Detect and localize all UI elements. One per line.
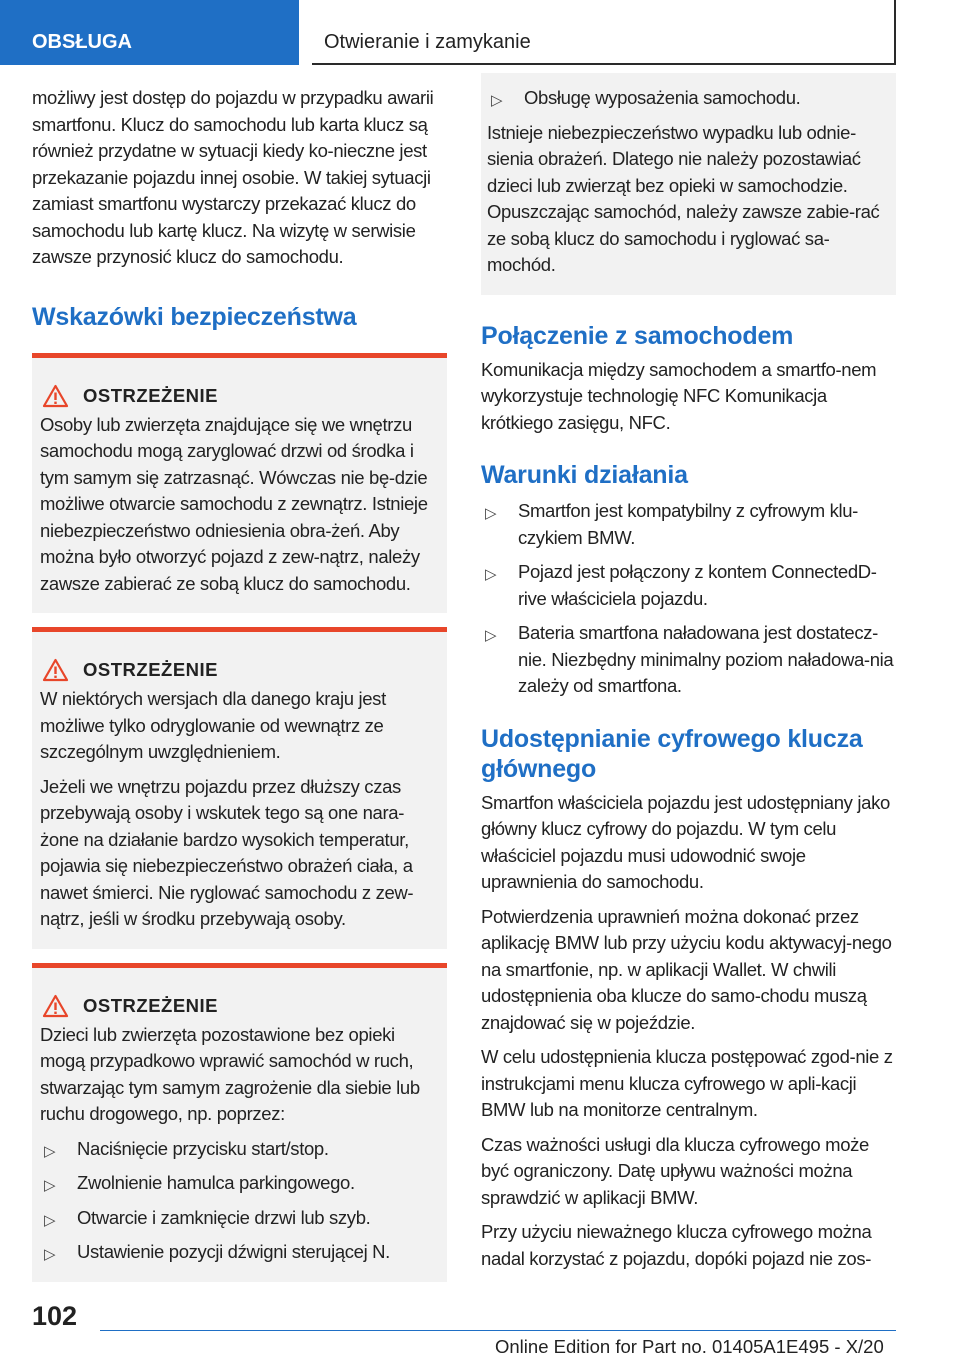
list-item: ▷ Smartfon jest kompatybilny z cyfrowym klu-czykiem BMW.	[485, 500, 858, 548]
warning-box-1	[32, 353, 447, 614]
triangle-bullet-icon: ▷	[44, 1142, 56, 1160]
warning-triangle-icon	[42, 384, 69, 408]
warning-bullet-list	[40, 1136, 439, 1266]
warning-text: Jeżeli we wnętrzu pojazdu przez dłuższy czas przebywają osoby i wskutek tego są one nara-żone na działanie bardzo wysokich temperatur, pojawia się niebezpieczeństwo obrażeń ciała, a nawet śmierci. Nie ryglować samochodu z zew-nątrz, jeśli w środku przebywają osoby.	[40, 775, 414, 929]
sharing-paragraph: Smartfon właściciela pojazdu jest udostępniany jako główny klucz cyfrowy do pojazdu. W tym celu właściciel pojazdu musi udowodnić swoje uprawnienia do samochodu.	[481, 791, 890, 892]
list-item: ▷ Otwarcie i zamknięcie drzwi lub szyb.	[40, 1205, 439, 1232]
continuation-text: Istnieje niebezpieczeństwo wypadku lub odnie-sienia obrażeń. Dlatego nie należy pozostawiać dzieci lub zwierząt bez opieki w samochodzie. Opuszczając samochód, należy zawsze zabie-rać ze sobą klucz do samochodu i ryglować sa-mochód.	[487, 121, 880, 275]
conditions-list	[481, 498, 896, 700]
warning-title	[40, 384, 439, 408]
page-number: 102	[32, 1301, 78, 1331]
triangle-bullet-icon: ▷	[44, 1211, 56, 1229]
warning-box-2	[32, 627, 447, 949]
list-item: ▷ Bateria smartfona naładowana jest dostatecz-nie. Niezbędny minimalny poziom naładowa-nia zależy od smartfona.	[485, 622, 894, 696]
warning-title-text: OSTRZEŻENIE	[83, 994, 219, 1016]
header-section-tab: OBSŁUGA	[0, 0, 299, 65]
continuation-bullet-list	[487, 85, 890, 112]
sharing-paragraph: Przy użyciu nieważnego klucza cyfrowego można nadal korzystać z pojazdu, dopóki pojazd nie zos-	[481, 1221, 872, 1269]
warning-title	[40, 658, 439, 682]
conditions-heading: Warunki działania	[481, 461, 688, 489]
triangle-bullet-icon: ▷	[44, 1246, 56, 1263]
list-item: ▷ Obsługę wyposażenia samochodu.	[487, 85, 890, 112]
connection-heading: Połączenie z samochodem	[481, 321, 794, 350]
warning-box-3	[32, 963, 447, 1282]
list-item: ▷ Naciśnięcie przycisku start/stop.	[40, 1136, 439, 1163]
left-column	[32, 85, 447, 1282]
warning-text: Dzieci lub zwierzęta pozostawione bez opieki mogą przypadkowo wprawić samochód w ruch, stwarzając tym samym zagrożenie dla siebie lub ruchu drogowego, np. poprzez:	[40, 1023, 420, 1124]
warning-title-text: OSTRZEŻENIE	[83, 659, 219, 680]
triangle-bullet-icon: ▷	[485, 505, 497, 522]
sharing-paragraph: Potwierdzenia uprawnień można dokonać przez aplikację BMW lub przy użyciu kodu aktywacyj-nego na smartfonie, np. w aplikacji Wallet. W chwili udostępnienia oba klucze do samo-chodu muszą znajdować się w pojeździe.	[481, 905, 892, 1033]
list-item: ▷ Ustawienie pozycji dźwigni sterującej N.	[40, 1239, 439, 1266]
triangle-bullet-icon: ▷	[491, 92, 503, 109]
sharing-heading: Udostępnianie cyfrowego klucza głównego	[481, 724, 863, 783]
list-item: ▷ Zwolnienie hamulca parkingowego.	[40, 1170, 439, 1197]
warning-title	[40, 994, 439, 1018]
triangle-bullet-icon: ▷	[485, 627, 497, 644]
footer-divider	[100, 1330, 896, 1331]
warning-continuation-box	[481, 73, 896, 295]
footer-edition: Online Edition for Part no. 01405A1E495 - X/20	[495, 1336, 884, 1357]
right-column	[481, 85, 896, 1272]
safety-heading: Wskazówki bezpieczeństwa	[32, 302, 357, 331]
sharing-paragraph: W celu udostępnienia klucza postępować zgod-nie z instrukcjami menu klucza cyfrowego w apli-kacji BMW lub na monitorze centralnym.	[481, 1046, 893, 1120]
list-item: ▷ Pojazd jest połączony z kontem ConnectedD-rive właściciela pojazdu.	[485, 561, 877, 609]
intro-paragraph: możliwy jest dostęp do pojazdu w przypadku awarii smartfonu. Klucz do samochodu lub karta klucz są również przydatne w sytuacji kiedy ko-nieczne jest przekazanie pojazdu innej osobie. W takiej sytuacji zamiast smartfonu wystarczy przekazać klucz do samochodu lub kartę klucz. Na wizytę w serwisie zawsze przynosić klucz do samochodu.	[32, 87, 434, 267]
triangle-bullet-icon: ▷	[485, 566, 497, 583]
header-chapter-title: Otwieranie i zamykanie	[312, 0, 896, 65]
warning-triangle-icon	[42, 658, 69, 682]
warning-title-text: OSTRZEŻENIE	[83, 384, 219, 406]
connection-text: Komunikacja między samochodem a smartfo-nem wykorzystuje technologię NFC Komunikacja krótkiego zasięgu, NFC.	[481, 358, 877, 433]
warning-triangle-icon	[42, 994, 69, 1018]
warning-text: Osoby lub zwierzęta znajdujące się we wnętrzu samochodu mogą zaryglować drzwi od środka i tym samym się zatrzasnąć. Wówczas nie bę-dzie możliwe otwarcie samochodu z zewnątrz. Istnieje niebezpieczeństwo odniesienia obra-żeń. Aby można było otworzyć pojazd z zew-nątrz, należy zawsze zabierać ze sobą klucz do samochodu.	[40, 413, 428, 594]
warning-text: W niektórych wersjach dla danego kraju jest możliwe tylko odryglowanie od wewnątrz ze szczególnym uwzględnieniem.	[40, 688, 386, 762]
sharing-paragraph: Czas ważności usługi dla klucza cyfrowego może być ograniczony. Datę upływu ważności można sprawdzić w aplikacji BMW.	[481, 1133, 869, 1208]
triangle-bullet-icon: ▷	[44, 1177, 56, 1194]
